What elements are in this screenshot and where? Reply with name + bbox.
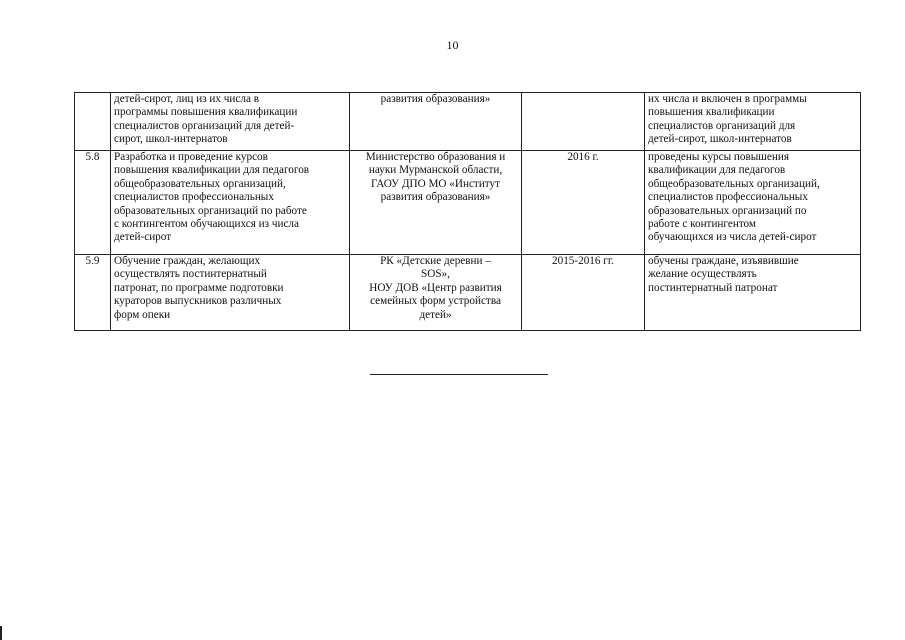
- executor-cell: Министерство образования и науки Мурманской области, ГАОУ ДПО МО «Институт развития образования»: [350, 151, 522, 255]
- end-separator-line: [370, 374, 548, 375]
- result-cell: проведены курсы повышения квалификации для педагогов общеобразовательных организаций, специалистов профессиональных образовательных организаций по работе с контингентом обучающихся из числа детей-сирот: [645, 151, 861, 255]
- action-cell: Разработка и проведение курсов повышения квалификации для педагогов общеобразовательных организаций, специалистов профессиональных образовательных организаций по работе с контингентом обучающихся из числа детей-сирот: [111, 151, 350, 255]
- item-number-cell: 5.8: [75, 151, 111, 255]
- item-number-cell: 5.9: [75, 255, 111, 331]
- action-cell: детей-сирот, лиц из их числа в программы повышения квалификации специалистов организаций для детей- сирот, школ-интернатов: [111, 93, 350, 151]
- action-cell: Обучение граждан, желающих осуществлять постинтернатный патронат, по программе подготовки кураторов выпускников различных форм опеки: [111, 255, 350, 331]
- action-plan-table: [74, 92, 861, 331]
- result-cell: обучены граждане, изъявившие желание осуществлять постинтернатный патронат: [645, 255, 861, 331]
- period-cell: 2015-2016 гг.: [522, 255, 645, 331]
- period-cell: [522, 93, 645, 151]
- scan-edge-mark: [0, 626, 2, 640]
- table-row: [75, 151, 861, 255]
- item-number-cell: [75, 93, 111, 151]
- page-number: 10: [446, 38, 459, 52]
- period-cell: 2016 г.: [522, 151, 645, 255]
- table-row: [75, 255, 861, 331]
- executor-cell: РК «Детские деревни – SOS», НОУ ДОВ «Центр развития семейных форм устройства детей»: [350, 255, 522, 331]
- result-cell: их числа и включен в программы повышения квалификации специалистов организаций для детей-сирот, школ-интернатов: [645, 93, 861, 151]
- executor-cell: развития образования»: [350, 93, 522, 151]
- table-row: [75, 93, 861, 151]
